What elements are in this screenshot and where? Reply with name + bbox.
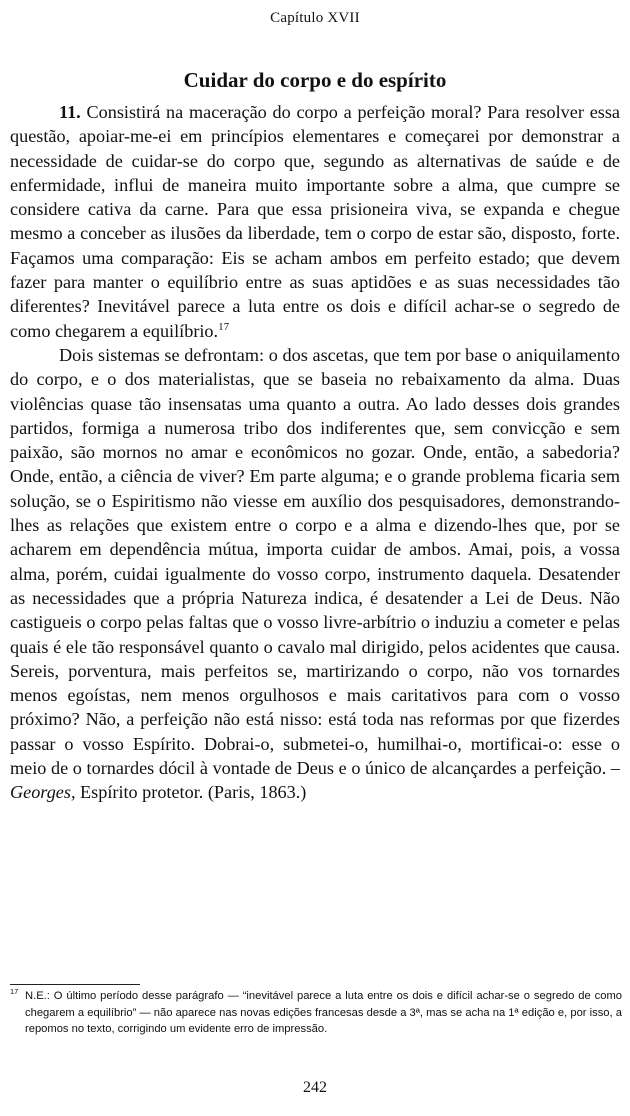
footnote-text: N.E.: O último período desse parágrafo — “inevitável parece a luta entre os dois e difícil achar-se o segredo de como chegarem a equilíbrio” — não aparece nas novas edições francesas desde a 3ª, mas se acha na 1ª edição e, por isso, a repomos no texto, corrigindo um evidente erro de impressão. bbox=[25, 990, 622, 1035]
footnote-reference[interactable]: 17 bbox=[218, 320, 230, 333]
paragraph-2 bbox=[10, 343, 620, 805]
paragraph-2-signature: Espírito protetor. (Paris, 1863.) bbox=[75, 782, 307, 803]
body-text bbox=[10, 100, 620, 805]
paragraph-2-text: Dois sistemas se defrontam: o dos ascetas, que tem por base o aniquilamento do corpo, e o dos materialistas, que se baseia no rebaixamento da alma. Duas violências quase tão insensatas uma quanto a outra. Ao lado desses dois grandes partidos, formiga a numerosa tribo dos indiferentes que, sem convicção e sem paixão, são mornos no amar e econômicos no gozar. Onde, então, a sabedoria? Onde, então, a ciência de viver? Em parte alguma; e o grande problema ficaria sem solução, se o Espiritismo não viesse em auxílio dos pesquisadores, demonstrando-lhes as relações que existem entre o corpo e a alma e dizendo-lhes que, por se acharem em dependência mútua, importa cuidar de ambos. Amai, pois, a vossa alma, porém, cuidai igualmente do vosso corpo, instrumento daquela. Desatender as necessidades que a própria Natureza indica, é desatender a Lei de Deus. Não castigueis o corpo pelas faltas que o vosso livre-arbítrio o induziu a cometer e pelas quais é ele tão responsável quanto o cavalo mal dirigido, pelos acidentes que causa. Sereis, porventura, mais perfeitos se, martirizando o corpo, não vos tornardes menos egoístas, nem menos orgulhosos e mais caritativos para com o vosso próximo? Não, a perfeição não está nisso: está toda nas reformas por que fizerdes passar o vosso Espírito. Dobrai-o, submetei-o, humilhai-o, mortificai-o: esse o meio de o tornardes dócil à vontade de Deus e o único de alcançardes a perfeição. – bbox=[10, 344, 620, 779]
paragraph-11-text: Consistirá na maceração do corpo a perfeição moral? Para resolver essa questão, apoiar-me-ei em princípios elementares e começarei por demonstrar a necessidade de cuidar-se do corpo que, segundo as alternativas de saúde e de enfermidade, influi de maneira muito importante sobre a alma, que cumpre se considere cativa da carne. Para que essa prisioneira viva, se expanda e chegue mesmo a conceber as ilusões da liberdade, tem o corpo de estar são, disposto, forte. Façamos uma comparação: Eis se acham ambos em perfeito estado; que devem fazer para manter o equilíbrio entre as suas aptidões e as suas necessidades tão diferentes? Inevitável parece a luta entre os dois e difícil achar-se o segredo de como chegarem a equilíbrio. bbox=[10, 102, 620, 341]
paragraph-11 bbox=[10, 100, 620, 343]
page-number: 242 bbox=[303, 1079, 327, 1096]
footnote-mark: 17 bbox=[10, 987, 19, 997]
footnote bbox=[10, 988, 622, 1038]
paragraph-number: 11. bbox=[59, 102, 81, 122]
running-head: Capítulo XVII bbox=[270, 10, 360, 26]
author-name: Georges, bbox=[10, 782, 76, 803]
section-title: Cuidar do corpo e do espírito bbox=[183, 68, 447, 92]
footnote-divider bbox=[10, 984, 140, 985]
